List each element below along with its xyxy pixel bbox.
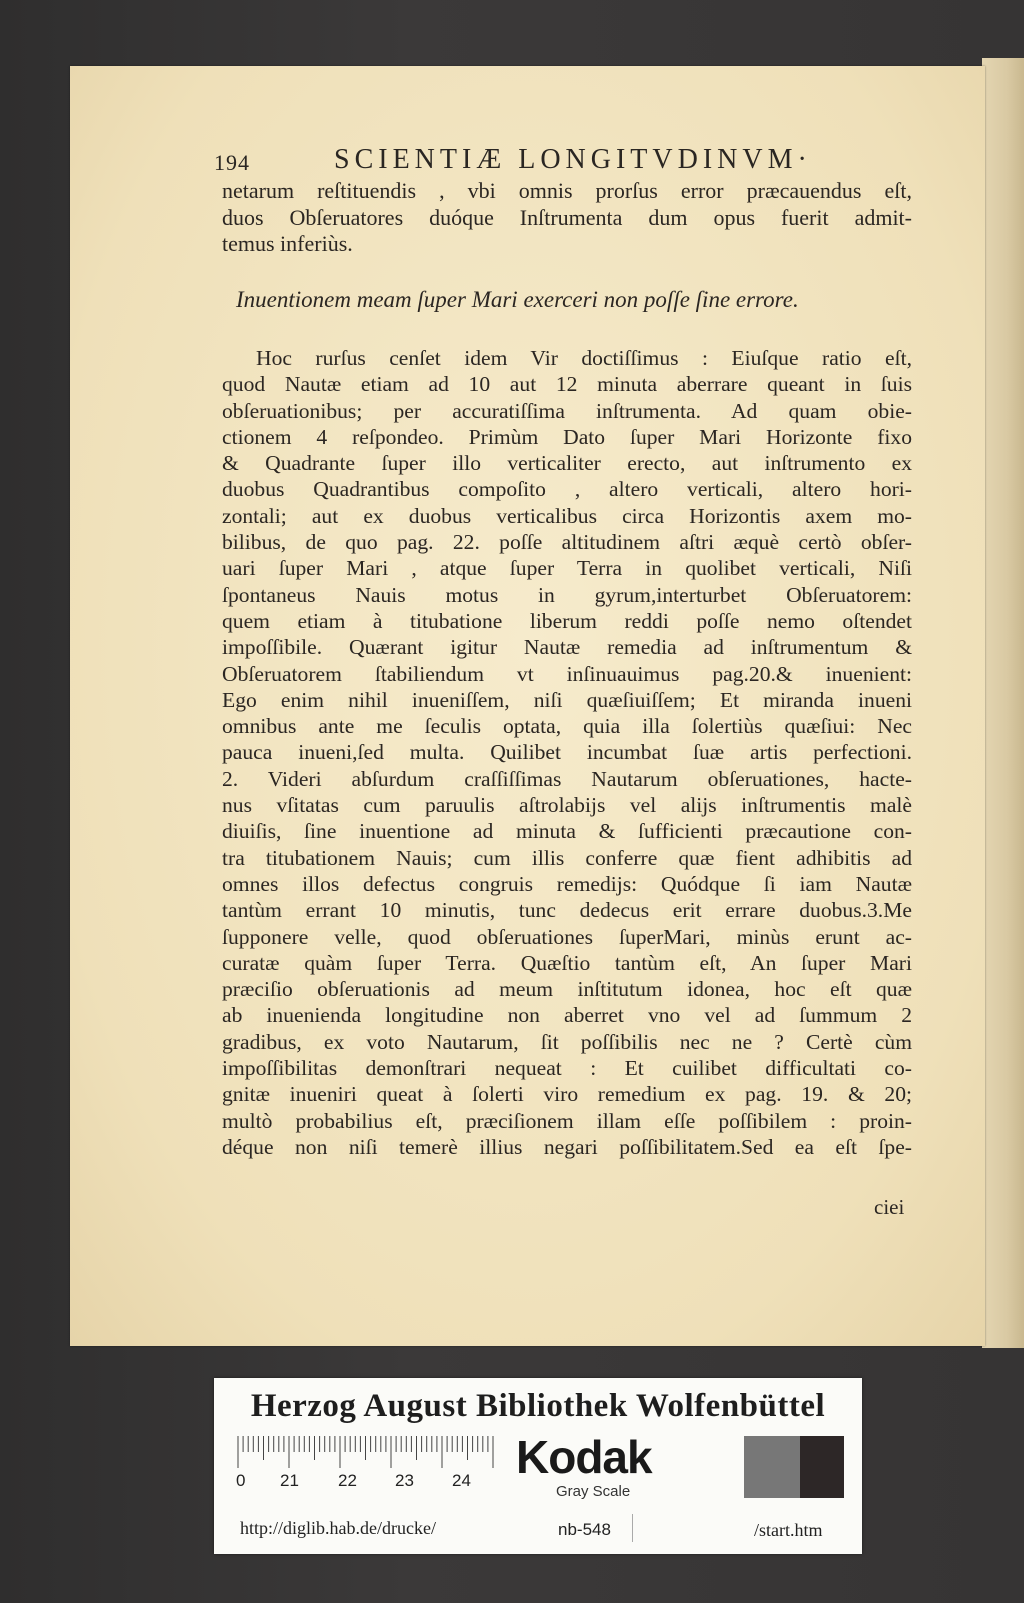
ruler-label: 24 <box>452 1471 471 1490</box>
ruler-label: 21 <box>280 1471 299 1490</box>
text-line: ab inuenienda longitudine non aberret vno vel ad ſummum 2 <box>222 1003 912 1028</box>
text-line: præciſio obſeruationis ad meum inſtitutum idonea, hoc eſt quæ <box>222 977 912 1002</box>
text-line: tantùm errant 10 minutis, tunc dedecus erit errare duobus.3.Me <box>222 898 912 923</box>
grayscale-label: Gray Scale <box>556 1483 631 1500</box>
text-line: gradibus, ex voto Nautarum, ſit poſſibilis nec ne ? Certè cùm <box>222 1029 912 1054</box>
text-line: obſeruationibus; per accuratiſſima inſtrumenta. Ad quam obie- <box>222 398 912 423</box>
facing-page-edge <box>982 58 1024 1348</box>
ruler-label: 22 <box>338 1471 357 1490</box>
ruler-labels <box>236 1471 506 1493</box>
text-line: nus vſitatas cum paruulis aſtrolabijs vel alijs inſtrumentis malè <box>222 793 912 818</box>
text-line: uari ſuper Mari , atque ſuper Terra in quolibet verticali, Niſi <box>222 556 912 581</box>
catchword: ciei <box>874 1195 905 1219</box>
text-line: curatæ quàm ſuper Terra. Quæſtio tantùm eſt, An ſuper Mari <box>222 950 912 975</box>
text-line: omnibus ante me ſeculis optata, quia illa ſolertiùs quæſiui: Nec <box>222 714 912 739</box>
library-name: Herzog August Bibliothek Wolfenbüttel <box>250 1388 826 1424</box>
text-line: gnitæ inueniri queat à ſolerti viro remedium ex pag. 19. & 20; <box>222 1082 912 1107</box>
text-line: omnes illos defectus congruis remedijs: Quódque ſi iam Nautæ <box>222 871 912 896</box>
ruler-label: 23 <box>395 1471 414 1490</box>
gray-patch <box>744 1436 800 1498</box>
text-line: ctionem 4 reſpondeo. Primùm Dato ſuper Mari Horizonte fixo <box>222 424 912 449</box>
text-line: diuiſis, ſine inuentione ad minuta & ſufficienti præcautione con- <box>222 819 912 844</box>
text-line: duos Obſeruatores duóque Inſtrumenta dum opus fuerit admit- <box>222 204 912 230</box>
text-line: déque non niſi temerè illius negari poſſibilitatem.Sed ea eſt ſpe- <box>222 1134 912 1159</box>
text-line: 2. Videri abſurdum craſſiſſimas Nautarum obſeruationes, hacte- <box>222 766 912 791</box>
text-line: impoſſibilitas demonſtrari nequeat : Et cuilibet difficultati co- <box>222 1056 912 1081</box>
divider <box>632 1514 633 1542</box>
color-calibration-card <box>214 1378 862 1554</box>
source-url: http://diglib.hab.de/drucke/ <box>240 1518 436 1538</box>
text-line: Obſeruatorem ſtabiliendum vt inſinuauimus pag.20.& inuenient: <box>222 661 912 686</box>
text-line: bilibus, de quo pag. 22. poſſe altitudinem aſtri æquè certò obſer- <box>222 530 912 555</box>
text-line: Ego enim nihil inueniſſem, niſi quæſiuiſſem; Et miranda inueni <box>222 687 912 712</box>
text-line: & Quadrante ſuper illo verticaliter erecto, aut inſtrumento ex <box>222 451 912 476</box>
text-line: pauca inueni,ſed multa. Quilibet incumbat ſuæ artis perfectioni. <box>222 740 912 765</box>
text-line: ſupponere velle, quod obſeruationes ſuperMari, minùs erunt ac- <box>222 924 912 949</box>
text-line: Hoc rurſus cenſet idem Vir doctiſſimus : Eiuſque ratio eſt, <box>256 346 912 370</box>
running-head <box>214 144 814 178</box>
text-line: zontali; aut ex duobus verticalibus circa Horizontis axem mo- <box>222 503 912 528</box>
text-line: duobus Quadrantibus compoſito , altero verticali, altero hori- <box>222 477 912 502</box>
text-line: quem etiam à titubatione liberum reddi poſſe nemo oſtendet <box>222 608 912 633</box>
dark-patch <box>800 1436 844 1498</box>
text-line: tra titubationem Nauis; cum illis conferre quæ fient adhibitis ad <box>222 845 912 870</box>
text-line: impoſſibile. Quærant igitur Nautæ remedia ad inſtrumentum & <box>222 635 912 660</box>
kodak-logo: Kodak <box>516 1431 652 1483</box>
text-line: temus inferiùs. <box>222 231 353 256</box>
text-line: quod Nautæ etiam ad 10 aut 12 minuta aberrare queant in ſuis <box>222 372 912 397</box>
shelfmark: nb-548 <box>558 1520 611 1539</box>
running-title: SCIENTIÆ LONGITVDINVM· <box>334 144 812 175</box>
main-paragraph <box>222 345 912 1160</box>
text-line: multò probabilius eſt, præciſionem illam eſſe poſſibilem : proin- <box>222 1108 912 1133</box>
text-line: ſpontaneus Nauis motus in gyrum,interturbet Obſeruatorem: <box>222 582 912 607</box>
page-number: 194 <box>214 150 250 175</box>
url-suffix: /start.htm <box>754 1520 823 1540</box>
ruler-label: 0 <box>236 1471 246 1490</box>
intro-text <box>222 178 912 258</box>
text-line: netarum reſtituendis , vbi omnis prorſus error præcauendus eſt, <box>222 178 912 203</box>
section-heading: Inuentionem meam ſuper Mari exerceri non poſſe ſine errore. <box>236 287 799 312</box>
